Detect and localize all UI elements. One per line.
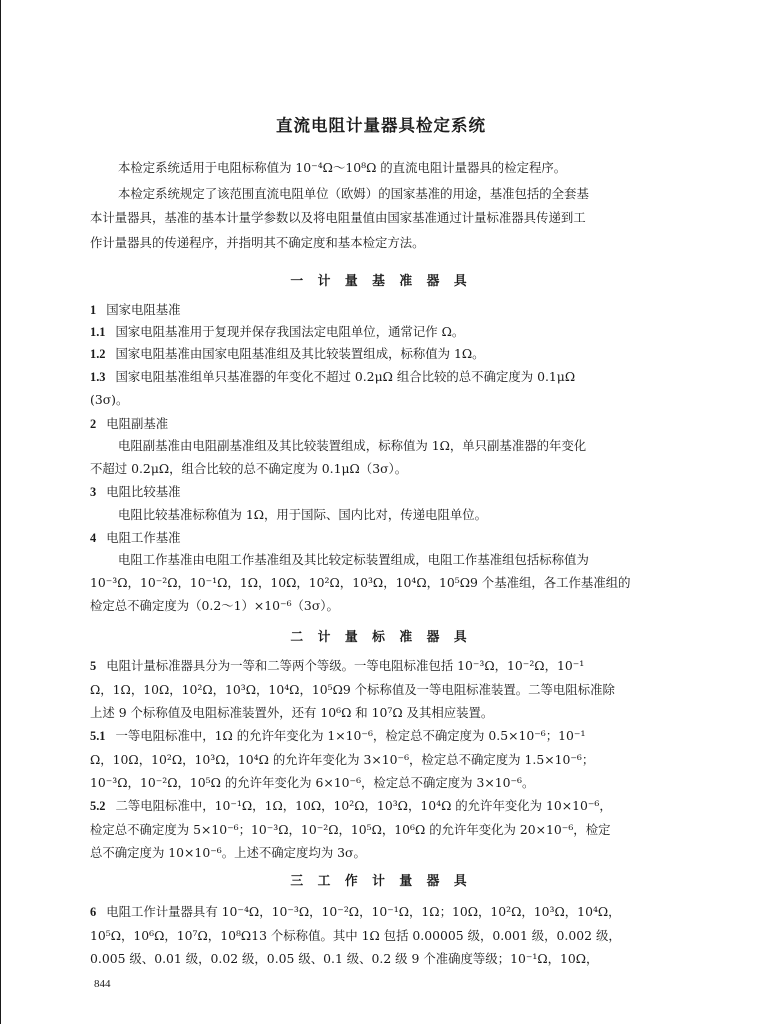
body-line: [90, 369, 684, 385]
clause-text: 10⁵Ω，10⁶Ω，10⁷Ω，10⁸Ω13 个标称值。其中 1Ω 包括 0.00005 级，0.001 级，0.002 级，: [90, 928, 621, 943]
clause-text: 电阻副基准: [106, 416, 169, 431]
section-heading-2: 二 计 量 标 准 器 具: [290, 630, 472, 645]
clause-number: 1.3: [90, 370, 106, 384]
clause-number: 5: [90, 659, 97, 673]
section-heading-1: 一 计 量 基 准 器 具: [290, 274, 472, 289]
clause-text: Ω，10Ω，10²Ω，10³Ω，10⁴Ω 的允许年变化为 3×10⁻⁶，检定总不确定度为 1.5×10⁻⁶；: [90, 752, 595, 767]
body-line: [90, 461, 684, 477]
clause-text: 一等电阻标准中，1Ω 的允许年变化为 1×10⁻⁶，检定总不确定度为 0.5×10⁻⁶；10⁻¹: [115, 728, 586, 743]
clause-text: 10⁻³Ω，10⁻²Ω，10⁵Ω 的允许年变化为 6×10⁻⁶，检定总不确定度为 3×10⁻⁶。: [90, 775, 535, 790]
body-line: [90, 575, 684, 591]
section-heading-3: 三 工 作 计 量 器 具: [290, 874, 472, 889]
clause-text: 上述 9 个标称值及电阻标准装置外，还有 10⁶Ω 和 10⁷Ω 及其相应装置。: [90, 705, 494, 720]
clause-text: 电阻比较基准: [106, 484, 181, 499]
body-line: [90, 416, 684, 432]
body-line: [90, 728, 684, 744]
clause-number: 6: [90, 905, 97, 919]
clause-text: 电阻工作基准由电阻工作基准组及其比较定标装置组成，电阻工作基准组包括标称值为: [118, 552, 589, 567]
clause-text: 0.005 级、0.01 级，0.02 级，0.05 级、0.1 级、0.2 级 9 个准确度等级；10⁻¹Ω，10Ω，: [90, 951, 599, 966]
body-line: [90, 752, 684, 768]
body-line: [90, 598, 684, 614]
clause-text: 国家电阻基准由国家电阻基准组及其比较装置组成，标称值为 1Ω。: [115, 346, 485, 361]
clause-text: 10⁻³Ω，10⁻²Ω，10⁻¹Ω，1Ω，10Ω，10²Ω，10³Ω，10⁴Ω，10⁵Ω9 个基准组，各工作基准组的: [90, 575, 631, 590]
clause-number: 5.1: [90, 729, 106, 743]
body-line: [90, 484, 684, 500]
body-line: [118, 438, 684, 454]
body-line: [90, 822, 684, 838]
clause-number: 2: [90, 417, 97, 431]
body-line: [90, 904, 684, 920]
clause-text: 检定总不确定度为 5×10⁻⁶；10⁻³Ω，10⁻²Ω，10⁵Ω，10⁶Ω 的允许年变化为 20×10⁻⁶，检定: [90, 822, 611, 837]
clause-text: (3σ)。: [90, 392, 129, 407]
body-line: [90, 530, 684, 546]
body-line: [90, 682, 684, 698]
intro-line: 本检定系统适用于电阻标称值为 10⁻⁴Ω～10⁸Ω 的直流电阻计量器具的检定程序。: [118, 160, 567, 175]
body-line: [90, 346, 684, 362]
clause-text: 电阻副基准由电阻副基准组及其比较装置组成，标称值为 1Ω，单只副基准器的年变化: [118, 438, 587, 453]
clause-number: 5.2: [90, 799, 106, 813]
body-line: [90, 658, 684, 674]
body-line: [118, 507, 684, 523]
clause-number: 1.2: [90, 347, 106, 361]
clause-text: 二等电阻标准中，10⁻¹Ω，1Ω，10Ω，10²Ω，10³Ω，10⁴Ω 的允许年变化为 10×10⁻⁶，: [115, 798, 612, 813]
clause-text: 电阻计量标准器具分为一等和二等两个等级。一等电阻标准包括 10⁻³Ω，10⁻²Ω，10⁻¹: [106, 658, 585, 673]
body-line: [90, 392, 684, 408]
body-line: [90, 705, 684, 721]
body-line: [90, 798, 684, 814]
body-line: [90, 775, 684, 791]
body-line: [90, 302, 684, 318]
clause-text: 电阻比较基准标称值为 1Ω，用于国际、国内比对，传递电阻单位。: [118, 507, 488, 522]
clause-number: 1: [90, 303, 97, 317]
page-title: 直流电阻计量器具检定系统: [276, 116, 486, 135]
clause-text: 总不确定度为 10×10⁻⁶。上述不确定度均为 3σ。: [90, 845, 366, 860]
body-line: [118, 552, 684, 568]
clause-text: Ω，1Ω，10Ω，10²Ω，10³Ω，10⁴Ω，10⁵Ω9 个标称值及一等电阻标准装置。二等电阻标准除: [90, 682, 615, 697]
body-line: [90, 951, 684, 967]
clause-number: 4: [90, 531, 97, 545]
clause-text: 国家电阻基准用于复现并保存我国法定电阻单位，通常记作 Ω。: [115, 324, 465, 339]
body-line: [90, 845, 684, 861]
intro-line: 本计量器具，基准的基本计量学参数以及将电阻量值由国家基准通过计量标准器具传递到工: [90, 210, 586, 225]
intro-line: 作计量器具的传递程序，并指明其不确定度和基本检定方法。: [90, 235, 425, 250]
body-line: [90, 928, 684, 944]
clause-number: 3: [90, 485, 97, 499]
clause-number: 1.1: [90, 325, 106, 339]
page-number: 844: [94, 978, 111, 990]
clause-text: 不超过 0.2μΩ，组合比较的总不确定度为 0.1μΩ（3σ）。: [90, 461, 408, 476]
intro-line: 本检定系统规定了该范围直流电阻单位（欧姆）的国家基准的用途，基准包括的全套基: [118, 186, 589, 201]
clause-text: 电阻工作基准: [106, 530, 181, 545]
clause-text: 国家电阻基准: [106, 302, 181, 317]
clause-text: 检定总不确定度为（0.2～1）×10⁻⁶（3σ）。: [90, 598, 339, 613]
clause-text: 国家电阻基准组单只基准器的年变化不超过 0.2μΩ 组合比较的总不确定度为 0.1μΩ: [115, 369, 576, 384]
clause-text: 电阻工作计量器具有 10⁻⁴Ω，10⁻³Ω，10⁻²Ω，10⁻¹Ω，1Ω；10Ω，10²Ω，10³Ω，10⁴Ω，: [106, 904, 621, 919]
body-line: [90, 324, 684, 340]
